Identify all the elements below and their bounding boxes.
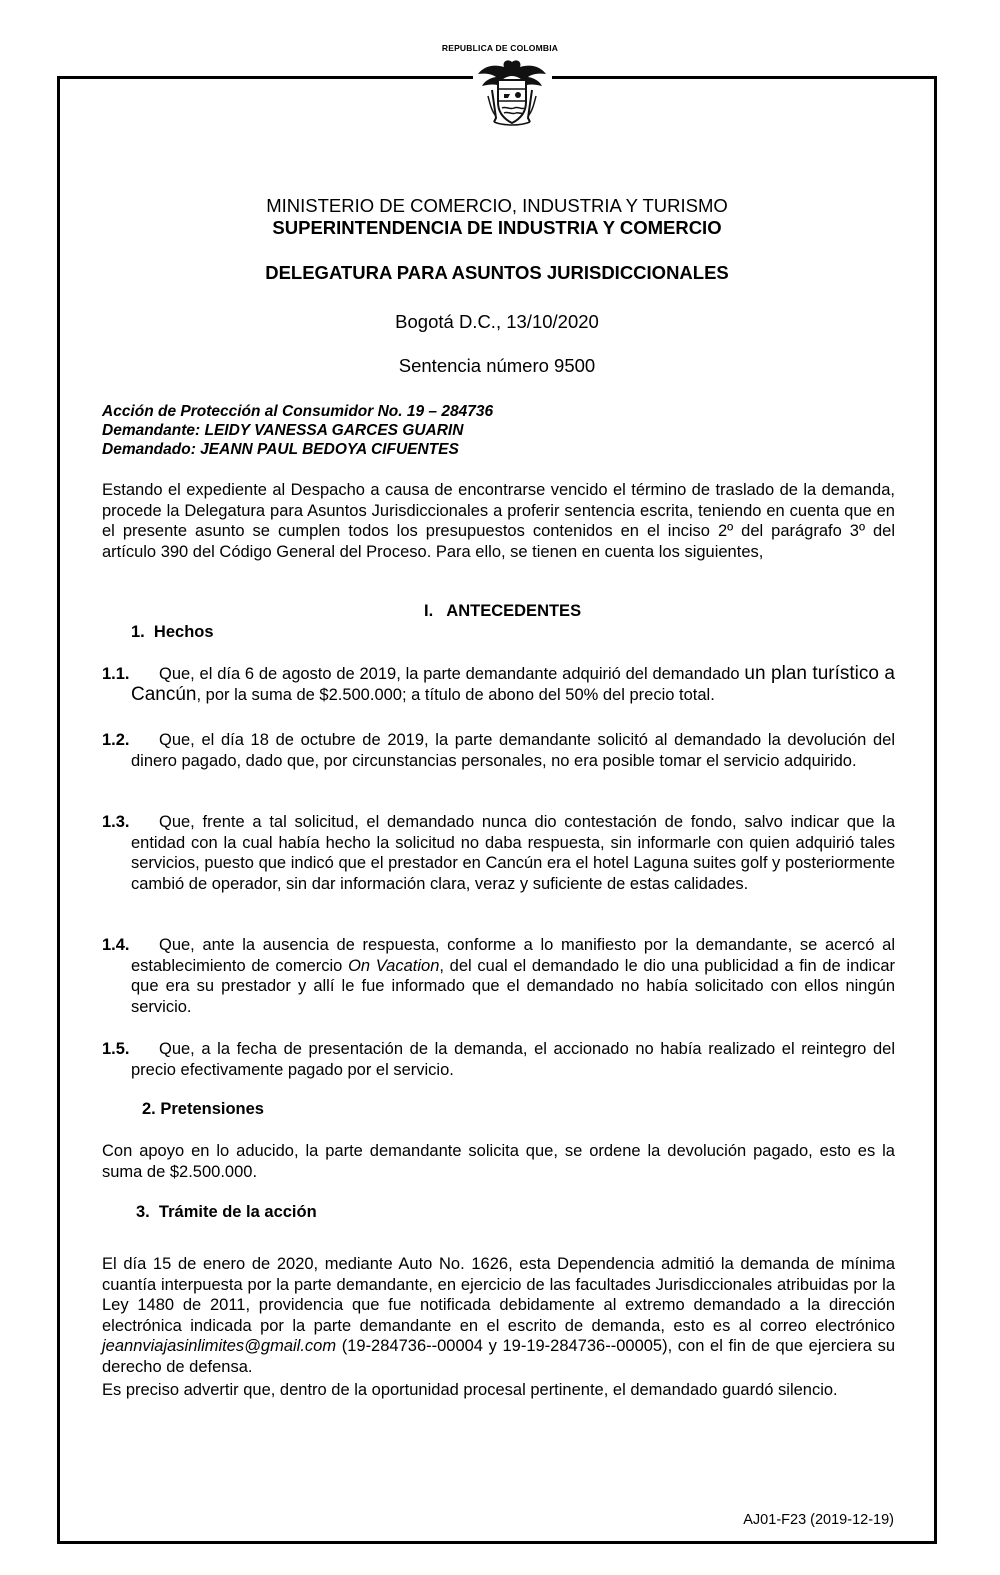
hecho-text: Que, ante la ausencia de respuesta, conforme a lo manifiesto por la demandante, se acercó al establecimiento de comercio (131, 936, 895, 975)
country-label: REPUBLICA DE COLOMBIA (441, 43, 559, 53)
coat-of-arms-icon (474, 56, 550, 128)
section-title-antecedentes: I. ANTECEDENTES (424, 602, 582, 620)
frame-border-right (934, 76, 937, 1544)
case-plaintiff: Demandante: LEIDY VANESSA GARCES GUARIN (102, 422, 464, 439)
form-code: AJ01-F23 (2019-12-19) (743, 1512, 894, 1528)
hecho-number: 1.1. (102, 665, 130, 683)
ministry-title: MINISTERIO DE COMERCIO, INDUSTRIA Y TURISMO (266, 195, 728, 216)
delegatura-title: DELEGATURA PARA ASUNTOS JURISDICCIONALES (265, 262, 729, 283)
frame-border-bottom (57, 1541, 937, 1544)
hecho-item (102, 935, 895, 1017)
email-address: jeannviajasinlimites@gmail.com (102, 1337, 337, 1356)
hecho-text-emphasis: un plan turístico a Cancún (131, 663, 895, 705)
date-line: Bogotá D.C., 13/10/2020 (395, 311, 599, 332)
intro-paragraph: Estando el expediente al Despacho a causa de encontrarse vencido el término de traslado de la demanda, procede la Delegatura para Asuntos Jurisdiccionales a proferir sentencia escrita, teniendo en cuenta que en el presente asunto se cumplen todos los presupuestos contenidos en el inciso 2º del parágrafo 3º del artículo 390 del Código General del Proceso. Para ello, se tienen en cuenta los siguientes, (102, 481, 895, 561)
case-action: Acción de Protección al Consumidor No. 19 – 284736 (102, 403, 494, 420)
tramite-text: El día 15 de enero de 2020, mediante Auto No. 1626, esta Dependencia admitió la demanda de mínima cuantía interpuesta por la parte demandante, en ejercicio de las facultades Jurisdiccionales atribuidas por la Ley 1480 de 2011, providencia que fue notificada debidamente al extremo demandado a la dirección electrónica indicada por la parte demandante en el escrito de demanda, esto es al correo electrónico (102, 1255, 895, 1335)
frame-border-top-left (57, 76, 473, 79)
hecho-text-end: , del cual el demandado le dio una publicidad a fin de indicar que era su prestador y allí le fue informado que el demandado no había solicitado con ellos ningún servicio. (131, 956, 896, 1016)
tramite-paragraph (102, 1254, 895, 1378)
frame-border-top-right (552, 76, 937, 79)
hecho-text-end: , por la suma de $2.500.000; a título de abono del 50% del precio total. (196, 685, 715, 704)
heading-hechos: 1. Hechos (131, 623, 214, 641)
hecho-text: Que, el día 6 de agosto de 2019, la parte demandante adquirió del demandado (159, 665, 745, 683)
heading-pretensiones: 2. Pretensiones (142, 1100, 264, 1118)
tramite-text-end: (19-284736--00004 y 19-19-284736--00005), con el fin de que ejerciera su derecho de defensa. (102, 1337, 895, 1376)
pretensiones-paragraph: Con apoyo en lo aducido, la parte demandante solicita que, se ordene la devolución pagado, esto es la suma de $2.500.000. (102, 1142, 895, 1181)
hecho-text: Que, el día 18 de octubre de 2019, la parte demandante solicitó al demandado la devolución del dinero pagado, dado que, por circunstancias personales, no era posible tomar el servicio adquirido. (131, 731, 895, 770)
hecho-item (102, 1039, 895, 1080)
hecho-number: 1.4. (102, 936, 130, 954)
hecho-item (102, 812, 895, 894)
hecho-number: 1.2. (102, 731, 130, 749)
hecho-number: 1.5. (102, 1040, 130, 1058)
establishment-name: On Vacation (348, 956, 440, 975)
heading-tramite: 3. Trámite de la acción (136, 1203, 317, 1221)
hecho-text: Que, frente a tal solicitud, el demandado nunca dio contestación de fondo, salvo indicar que la entidad con la cual había hecho la solicitud no daba respuesta, sin informarle con quien adquirió tales servicios, puesto que indicó que el prestador en Cancún era el hotel Laguna suites golf y posteriormente cambió de operador, sin dar información clara, veraz y suficiente de estas calidades. (131, 813, 895, 893)
case-defendant: Demandado: JEANN PAUL BEDOYA CIFUENTES (102, 441, 459, 458)
sentence-number: Sentencia número 9500 (398, 355, 596, 376)
frame-border-left (57, 76, 60, 1544)
silencio-paragraph: Es preciso advertir que, dentro de la oportunidad procesal pertinente, el demandado guardó silencio. (102, 1381, 838, 1399)
hecho-item (102, 730, 895, 771)
entity-title: SUPERINTENDENCIA DE INDUSTRIA Y COMERCIO (272, 217, 722, 238)
hecho-text: Que, a la fecha de presentación de la demanda, el accionado no había realizado el reintegro del precio efectivamente pagado por el servicio. (131, 1040, 895, 1079)
hecho-number: 1.3. (102, 813, 130, 831)
hecho-item (102, 664, 895, 705)
